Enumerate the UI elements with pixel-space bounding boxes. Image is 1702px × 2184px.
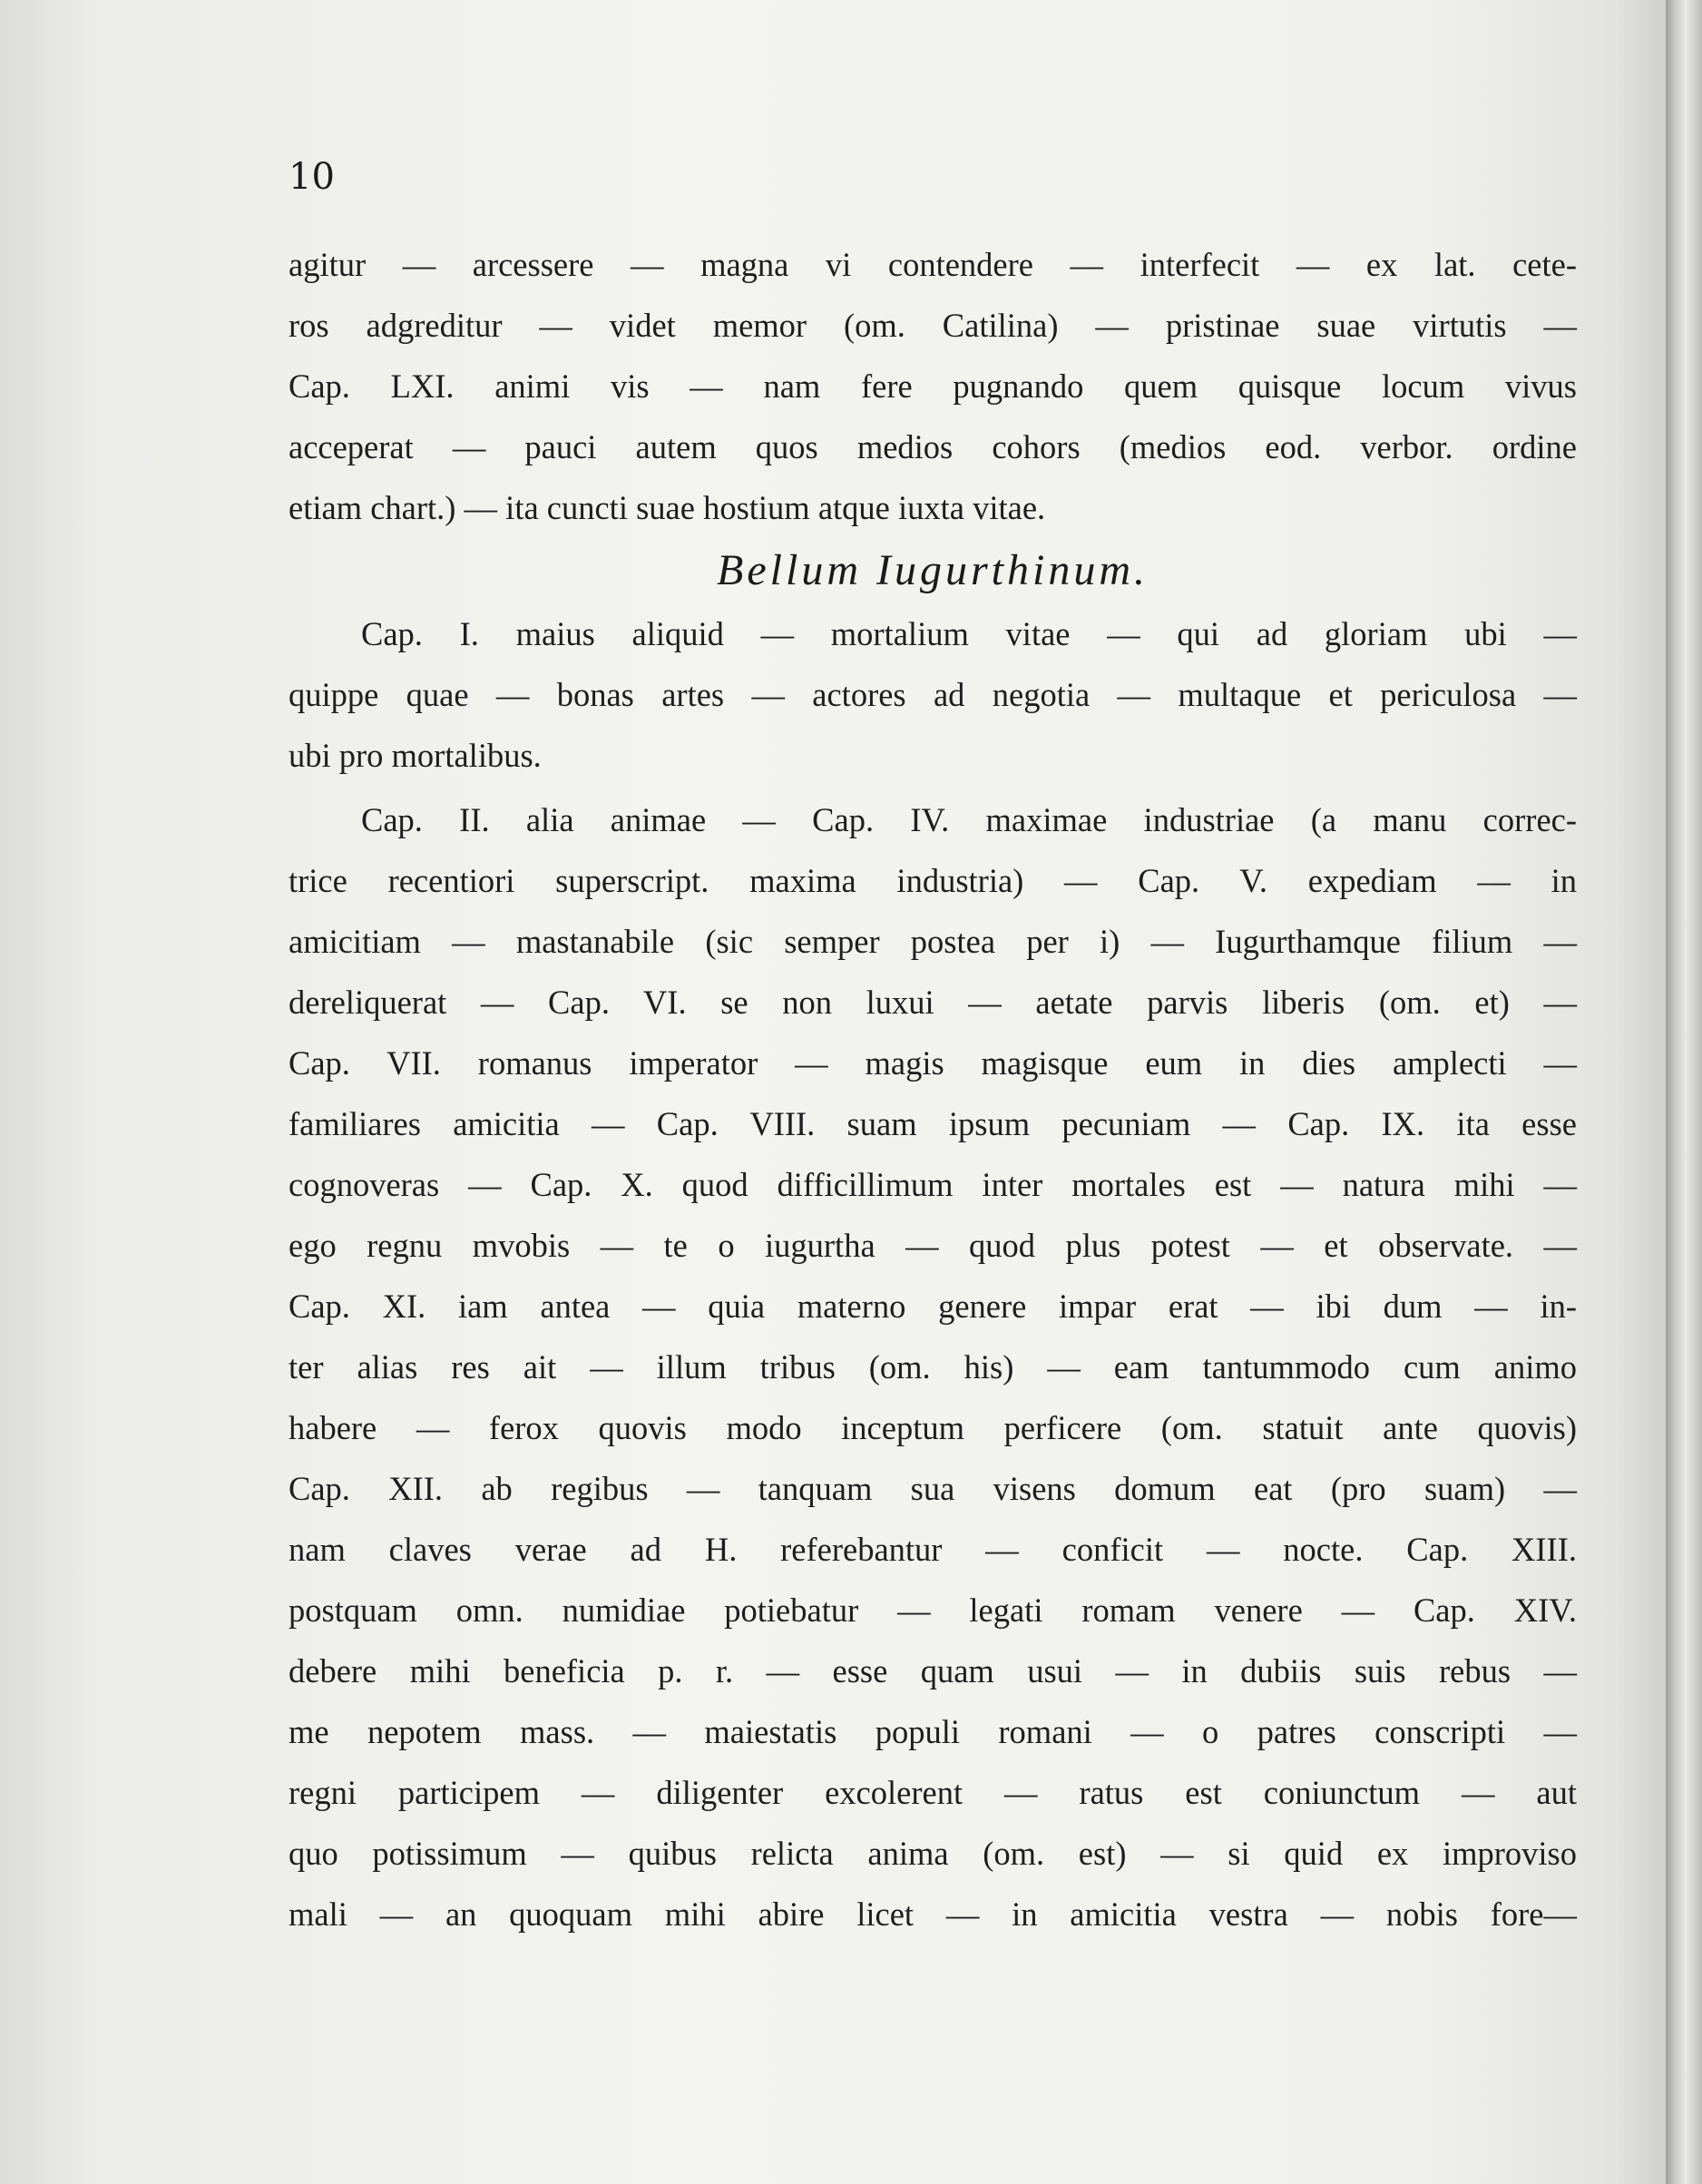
text-line: amicitiam — mastanabile (sic semper postea per i) — Iugurthamque filium — (289, 923, 1577, 960)
text-line: ubi pro mortalibus. (289, 737, 542, 774)
text-line: dereliquerat — Cap. VI. se non luxui — aetate parvis liberis (om. et) — (289, 984, 1577, 1021)
text-line: ter alias res ait — illum tribus (om. his) — eam tantummodo cum animo (289, 1348, 1577, 1386)
text-line: ego regnu mvobis — te o iugurtha — quod plus potest — et observate. — (289, 1227, 1577, 1264)
text-line: quippe quae — bonas artes — actores ad negotia — multaque et periculosa — (289, 676, 1577, 713)
text-line: cognoveras — Cap. X. quod difficillimum inter mortales est — natura mihi — (289, 1166, 1577, 1203)
text-line: me nepotem mass. — maiestatis populi romani — o patres conscripti — (289, 1713, 1577, 1750)
text-line: nam claves verae ad H. referebantur — conficit — nocte. Cap. XIII. (289, 1531, 1577, 1568)
text-line: Cap. VII. romanus imperator — magis magisque eum in dies amplecti — (289, 1044, 1577, 1082)
book-spine-edge (1666, 0, 1702, 2184)
text-line: Cap. I. maius aliquid — mortalium vitae — qui ad gloriam ubi — (361, 615, 1577, 652)
section-heading: Bellum Iugurthinum. (717, 546, 1149, 594)
text-block (289, 234, 1577, 1944)
text-line: quo potissimum — quibus relicta anima (om. est) — si quid ex improviso (289, 1835, 1577, 1872)
text-line: trice recentiori superscript. maxima industria) — Cap. V. expediam — in (289, 862, 1577, 899)
text-line: Cap. XII. ab regibus — tanquam sua visens domum eat (pro suam) — (289, 1470, 1577, 1507)
text-line: etiam chart.) — ita cuncti suae hostium atque iuxta vitae. (289, 489, 1046, 526)
page-number: 10 (289, 156, 335, 198)
text-line: acceperat — pauci autem quos medios cohors (medios eod. verbor. ordine (289, 428, 1577, 465)
text-line: regni participem — diligenter excolerent — ratus est coniunctum — aut (289, 1774, 1577, 1811)
text-line: habere — ferox quovis modo inceptum perficere (om. statuit ante quovis) (289, 1409, 1577, 1446)
text-line: agitur — arcessere — magna vi contendere — interfecit — ex lat. cete- (289, 246, 1577, 283)
text-line: postquam omn. numidiae potiebatur — legati romam venere — Cap. XIV. (289, 1591, 1577, 1629)
text-line: Cap. XI. iam antea — quia materno genere impar erat — ibi dum — in- (289, 1288, 1577, 1325)
text-line: Cap. LXI. animi vis — nam fere pugnando quem quisque locum vivus (289, 367, 1577, 405)
text-line: Cap. II. alia animae — Cap. IV. maximae industriae (a manu correc- (361, 801, 1577, 838)
text-line: debere mihi beneficia p. r. — esse quam usui — in dubiis suis rebus — (289, 1652, 1577, 1689)
text-line: familiares amicitia — Cap. VIII. suam ipsum pecuniam — Cap. IX. ita esse (289, 1105, 1577, 1142)
text-line: ros adgreditur — videt memor (om. Catilina) — pristinae suae virtutis — (289, 307, 1577, 344)
text-line: mali — an quoquam mihi abire licet — in amicitia vestra — nobis fore— (289, 1895, 1577, 1933)
